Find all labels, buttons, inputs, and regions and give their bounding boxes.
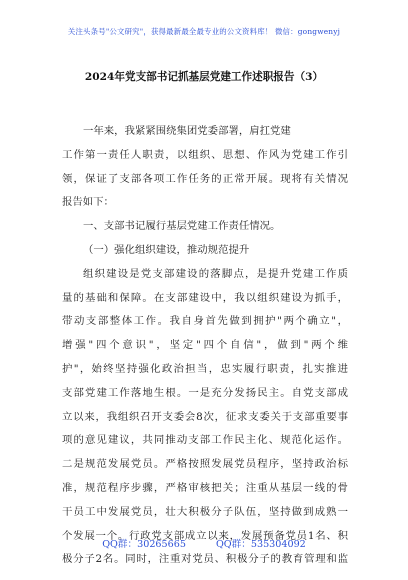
body-line: 工作第一责任人职责，以组织、思想、作风为党建工作引: [62, 148, 348, 161]
body-line: 准，规范程序步骤，严格审核把关；注重从基层一线的骨: [62, 481, 348, 494]
body-line: 带动支部整体工作。我自身首先做到拥护"两个确立"，: [62, 315, 348, 328]
document-body: [62, 120, 348, 572]
body-line: 项的意见建议，共同推动支部工作民主化、规范化运作。: [62, 434, 348, 447]
body-line: 领，保证了支部各项工作任务的正常开展。现将有关情况: [62, 172, 348, 185]
body-line: 组织建设是党支部建设的落脚点，是提升党建工作质: [83, 267, 348, 280]
body-line: 极分子2名。同时，注重对党员、积极分子的教育管理和监: [62, 553, 348, 566]
qq-group-1: QQ群：30265665: [102, 539, 186, 550]
footer-qq-groups: [0, 536, 408, 550]
body-line: 一年来，我紧紧围绕集团党委部署，肩扛党建: [83, 125, 291, 137]
body-line: 干员工中发展党员，壮大积极分子队伍，坚持做到成熟一: [62, 505, 348, 518]
body-line: 立以来，我组织召开支委会8次，征求支委关于支部重要事: [62, 410, 348, 423]
body-line: 二是规范发展党员。严格按照发展党员程序，坚持政治标: [62, 458, 348, 471]
body-line: 增强"四个意识"，坚定"四个自信"，做到"两个维: [62, 339, 348, 352]
section-heading: 一、支部书记履行基层党建工作责任情况。: [83, 220, 281, 233]
qq-group-2: QQ群：535304092: [215, 539, 306, 550]
body-line: 报告如下：: [62, 196, 114, 209]
subsection-heading: （一）强化组织建设，推动规范提升: [83, 243, 250, 256]
header-promo-note: 关注头条号"公文研究"，获得最新最全最专业的公文资料库！ 微信：gongwenyj: [67, 27, 341, 36]
body-line: 量的基础和保障。在支部建设中，我以组织建设为抓手，: [62, 291, 348, 304]
body-line: 支部党建工作落地生根。一是充分发扬民主。自党支部成: [62, 386, 348, 399]
body-line: 护"，始终坚持强化政治担当，忠实履行职责，扎实推进: [62, 362, 348, 375]
document-title: 2024年党支部书记抓基层党建工作述职报告（3）: [84, 71, 324, 83]
body-line: 个发展一个。行政党支部成立以来，发展预备党员1名、积: [62, 529, 348, 542]
